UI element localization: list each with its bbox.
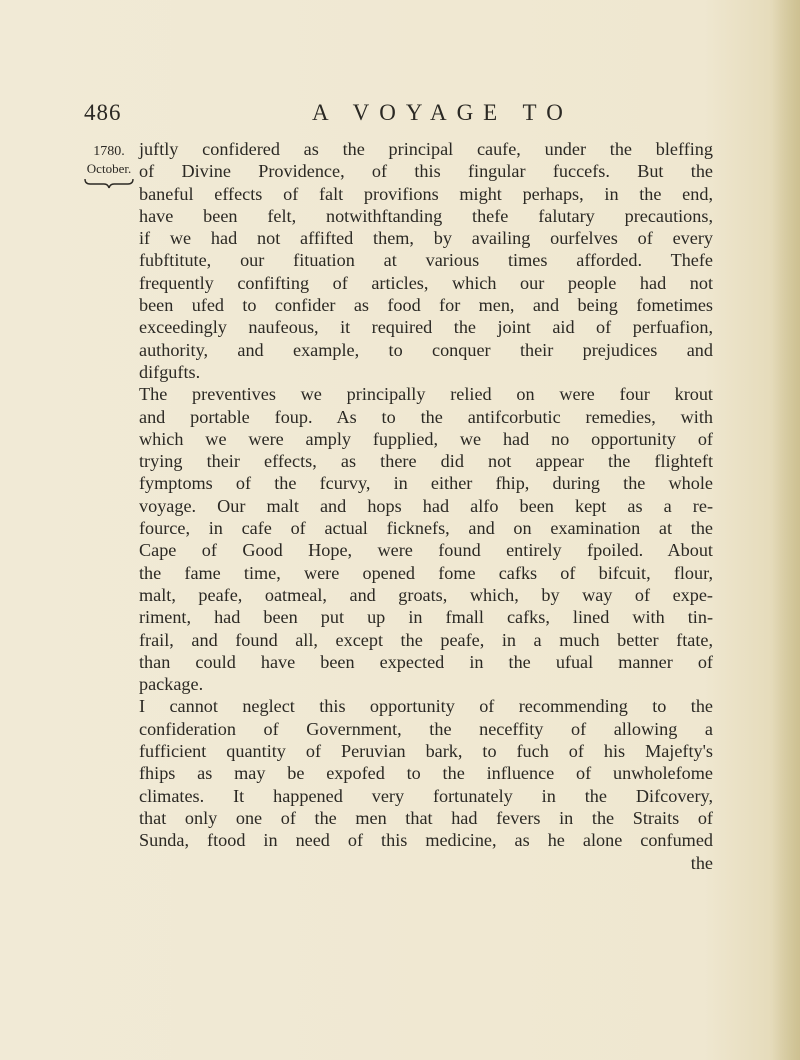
text-line: difgufts. xyxy=(139,361,201,382)
text-line: trying their effects, as there did not appear the flighteft xyxy=(139,451,713,472)
body-text xyxy=(139,138,713,874)
text-line: fource, in cafe of actual ficknefs, and on examination at the xyxy=(139,518,713,539)
margin-note xyxy=(82,143,136,189)
text-line: than could have been expected in the ufual manner of xyxy=(139,651,713,672)
text-line: Sunda, ftood in need of this medicine, as he alone confumed xyxy=(139,830,713,851)
text-line: fymptoms of the fcurvy, in either fhip, during the whole xyxy=(139,473,713,494)
text-line: fufficient quantity of Peruvian bark, to fuch of his Majefty's xyxy=(139,741,713,762)
text-line: fubftitute, our fituation at various times afforded. Thefe xyxy=(139,250,713,271)
text-line: frail, and found all, except the peafe, in a much better ftate, xyxy=(139,629,713,650)
margin-brace-icon xyxy=(84,177,134,189)
catchword: the xyxy=(690,852,713,873)
text-line: and portable foup. As to the antifcorbutic remedies, with xyxy=(139,406,713,427)
text-line: exceedingly naufeous, it required the joint aid of perfuafion, xyxy=(139,317,713,338)
text-line: climates. It happened very fortunately in the Difcovery, xyxy=(139,785,713,806)
text-line: confideration of Government, the neceffity of allowing a xyxy=(139,718,713,739)
text-line: The preventives we principally relied on were four krout xyxy=(139,384,713,405)
text-line: package. xyxy=(139,674,204,695)
text-line: if we had not affifted them, by availing ourfelves of every xyxy=(139,228,713,249)
text-line: fhips as may be expofed to the influence of unwholefome xyxy=(139,763,713,784)
text-line: which we were amply fupplied, we had no opportunity of xyxy=(139,428,713,449)
text-line: I cannot neglect this opportunity of recommending to the xyxy=(139,696,713,717)
text-line: baneful effects of falt provifions might perhaps, in the end, xyxy=(139,183,713,204)
margin-year: 1780. xyxy=(93,144,125,159)
page-number: 486 xyxy=(84,100,122,125)
text-line: juftly confidered as the principal caufe, under the bleffing xyxy=(139,139,713,159)
text-line: been ufed to confider as food for men, and being fometimes xyxy=(139,295,713,316)
text-line: malt, peafe, oatmeal, and groats, which, by way of expe- xyxy=(139,584,713,605)
text-line: of Divine Providence, of this fingular fuccefs. But the xyxy=(139,161,713,182)
running-head: A VOYAGE TO xyxy=(312,100,573,125)
text-line: the fame time, were opened fome cafks of bifcuit, flour, xyxy=(139,562,713,583)
text-line: riment, had been put up in fmall cafks, lined with tin- xyxy=(139,607,713,628)
page-edge-shadow xyxy=(772,0,800,1060)
text-line: have been felt, notwithftanding thefe falutary precautions, xyxy=(139,205,713,226)
text-line: authority, and example, to conquer their prejudices and xyxy=(139,339,713,360)
margin-month: October. xyxy=(86,161,132,176)
text-line: voyage. Our malt and hops had alfo been kept as a re- xyxy=(139,495,713,516)
text-line: Cape of Good Hope, were found entirely fpoiled. About xyxy=(139,540,713,561)
text-line: that only one of the men that had fevers in the Straits of xyxy=(139,807,713,828)
text-line: frequently confifting of articles, which our people had not xyxy=(139,272,713,293)
